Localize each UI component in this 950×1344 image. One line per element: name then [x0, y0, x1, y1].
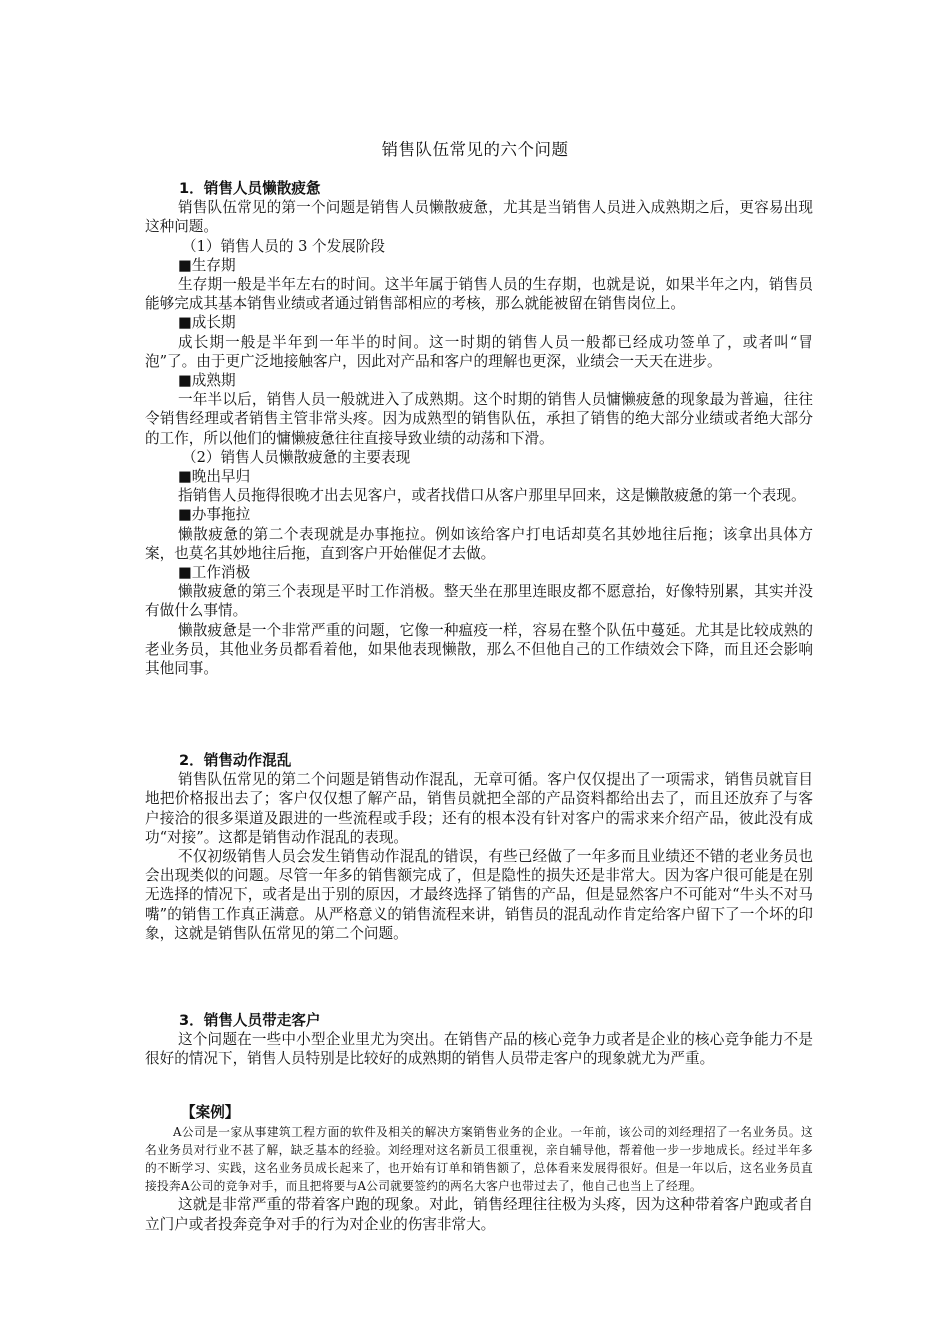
paragraph: 销售队伍常见的第一个问题是销售人员懒散疲惫，尤其是当销售人员进入成熟期之后，更容易出现这种问题。 — [145, 199, 813, 236]
paragraph: 这就是非常严重的带着客户跑的现象。对此，销售经理往往极为头疼，因为这种带着客户跑或者自立门户或者投奔竞争对手的行为对企业的伤害非常大。 — [145, 1196, 813, 1233]
paragraph: 懒散疲惫是一个非常严重的问题，它像一种瘟疫一样，容易在整个队伍中蔓延。尤其是比较成熟的老业务员，其他业务员都看着他，如果他表现懒散，那么不但他自己的工作绩效会下降，而且还会影响其他同事。 — [145, 621, 813, 678]
paragraph: 生存期一般是半年左右的时间。这半年属于销售人员的生存期，也就是说，如果半年之内，销售员能够完成其基本销售业绩或者通过销售部相应的考核，那么就能被留在销售岗位上。 — [145, 276, 813, 313]
subheading: （2）销售人员懒散疲惫的主要表现 — [182, 448, 411, 466]
section-2 — [145, 751, 813, 943]
paragraph: 懒散疲惫的第三个表现是平时工作消极。整天坐在那里连眼皮都不愿意抬，好像特别累，其实并没有做什么事情。 — [145, 583, 813, 620]
bullet-heading: ■办事拖拉 — [178, 506, 251, 524]
paragraph: 这个问题在一些中小型企业里尤为突出。在销售产品的核心竞争力或者是企业的核心竞争能力不是很好的情况下，销售人员特别是比较好的成熟期的销售人员带走客户的现象就尤为严重。 — [145, 1031, 813, 1068]
paragraph: 指销售人员拖得很晚才出去见客户，或者找借口从客户那里早回来，这是懒散疲惫的第一个表现。 — [178, 487, 806, 505]
section-1 — [145, 179, 813, 678]
page-title: 销售队伍常见的六个问题 — [381, 140, 569, 159]
bullet-heading: ■生存期 — [178, 256, 236, 274]
case-block — [145, 1103, 813, 1234]
bullet-heading: ■工作消极 — [178, 564, 251, 582]
paragraph: 成长期一般是半年到一年半的时间。这一时期的销售人员一般都已经成功签单了，或者叫“冒泡”了。由于更广泛地接触客户，因此对产品和客户的理解也更深，业绩会一天天在进步。 — [145, 333, 813, 370]
section-3 — [145, 1011, 813, 1069]
paragraph: 一年半以后，销售人员一般就进入了成熟期。这个时期的销售人员慵懒疲惫的现象最为普遍，往往令销售经理或者销售主管非常头疼。因为成熟型的销售队伍，承担了销售的绝大部分业绩或者绝大部分的工作，所以他们的慵懒疲惫往往直接导致业绩的动荡和下滑。 — [145, 391, 813, 447]
bullet-heading: ■成熟期 — [178, 372, 236, 390]
paragraph: 销售队伍常见的第二个问题是销售动作混乱，无章可循。客户仅仅提出了一项需求，销售员就盲目地把价格报出去了；客户仅仅想了解产品，销售员就把全部的产品资料都给出去了，而且还放弃了与客户接洽的很多渠道及跟进的一些流程或手段；还有的根本没有针对客户的需求来介绍产品，彼此没有成功“对接”。这都是销售动作混乱的表现。 — [145, 771, 813, 846]
subheading: （1）销售人员的 3 个发展阶段 — [182, 237, 385, 255]
case-text: A公司是一家从事建筑工程方面的软件及相关的解决方案销售业务的企业。一年前，该公司的刘经理招了一名业务员。这名业务员对行业不甚了解，缺乏基本的经验。刘经理对这名新员工很重视，亲自辅导他，帮着他一步一步地成长。经过半年多的不断学习、实践，这名业务员成长起来了，也开始有订单和销售额了，总体看来发展得很好。但是一年以后，这名业务员直接投奔A公司的竞争对手，而且把将要与A公司就要签约的两名大客户也带过去了，他自己也当上了经理。 — [145, 1124, 813, 1194]
bullet-heading: ■晚出早归 — [178, 468, 251, 486]
case-heading: 【案例】 — [181, 1104, 240, 1121]
bullet-heading: ■成长期 — [178, 314, 236, 332]
section-heading: 2．销售动作混乱 — [179, 752, 292, 769]
section-heading: 3．销售人员带走客户 — [179, 1012, 321, 1029]
section-heading: 1．销售人员懒散疲惫 — [179, 180, 321, 197]
paragraph: 懒散疲惫的第二个表现就是办事拖拉。例如该给客户打电话却莫名其妙地往后拖；该拿出具体方案，也莫名其妙地往后拖，直到客户开始催促才去做。 — [145, 525, 813, 562]
paragraph: 不仅初级销售人员会发生销售动作混乱的错误，有些已经做了一年多而且业绩还不错的老业务员也会出现类似的问题。尽管一年多的销售额完成了，但是隐性的损失还是非常大。因为客户很可能是在别无选择的情况下，或者是出于别的原因，才最终选择了销售的产品，但是显然客户不可能对“牛头不对马嘴”的销售工作真正满意。从严格意义的销售流程来讲，销售员的混乱动作肯定给客户留下了一个坏的印象，这就是销售队伍常见的第二个问题。 — [145, 848, 813, 942]
